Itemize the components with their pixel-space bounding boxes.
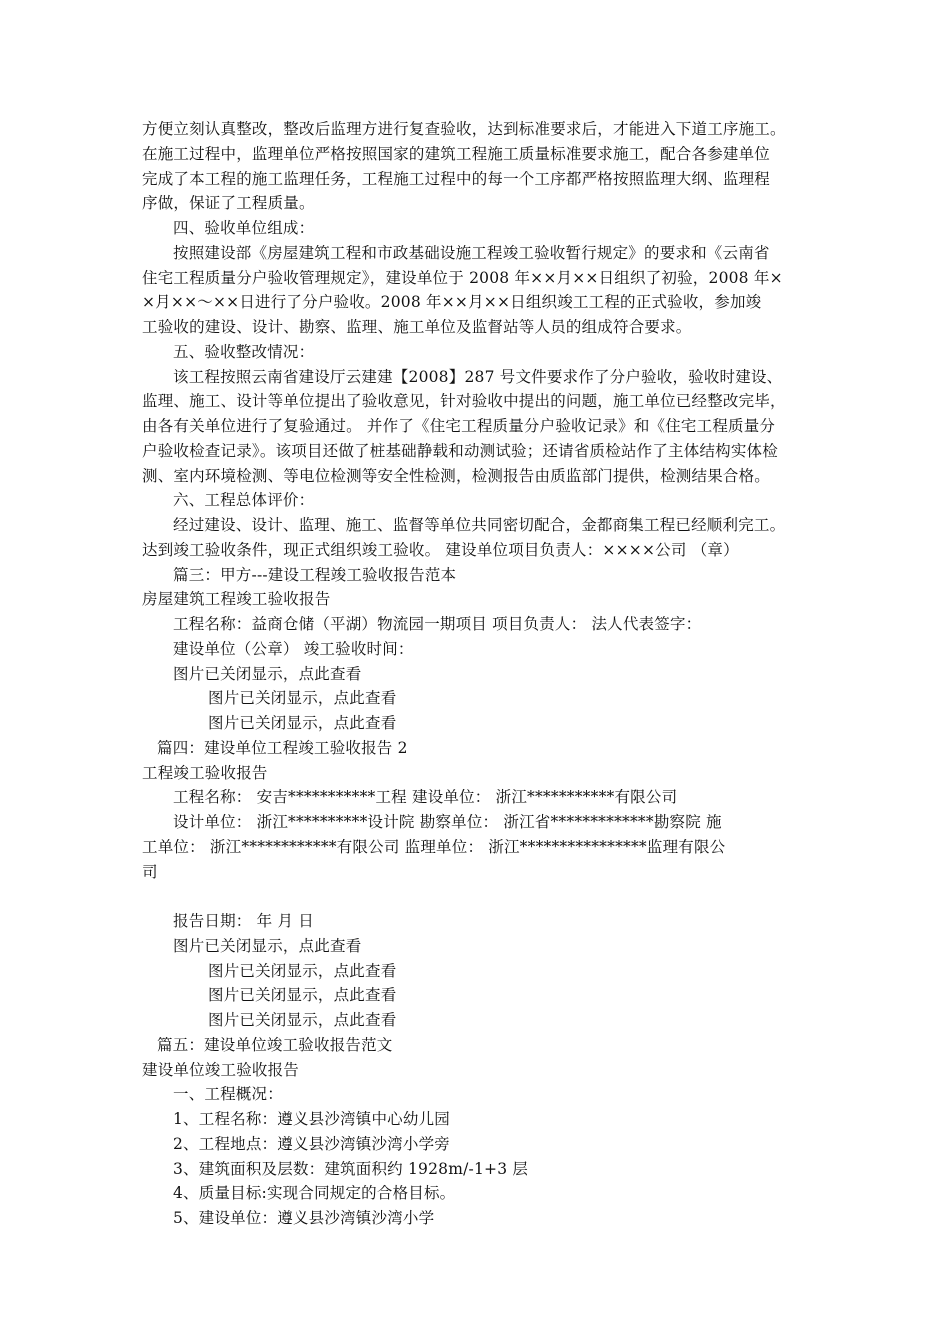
text-line: 图片已关闭显示，点此查看 — [208, 961, 397, 980]
text-line: 测、室内环境检测、等电位检测等安全性检测，检测报告由质监部门提供，检测结果合格。 — [142, 466, 771, 485]
text-line: 六、工程总体评价： — [173, 491, 315, 510]
text-line: 建设单位（公章） 竣工验收时间： — [173, 639, 414, 658]
text-line: 4、质量目标:实现合同规定的合格目标。 — [173, 1184, 456, 1203]
text-line: 由各有关单位进行了复验通过。 并作了《住宅工程质量分户验收记录》和《住宅工程质量分 — [142, 417, 776, 435]
text-line: 按照建设部《房屋建筑工程和市政基础设施工程竣工验收暂行规定》的要求和《云南省 — [173, 243, 770, 262]
text-line: 五、验收整改情况： — [173, 342, 315, 361]
text-line: 完成了本工程的施工监理任务，工程施工过程中的每一个工序都严格按照监理大纲、监理程 — [142, 169, 771, 188]
text-line: 5、建设单位：遵义县沙湾镇沙湾小学 — [173, 1209, 435, 1227]
text-line: ×月××～××日进行了分户验收。2008 年××月××日组织竣工工程的正式验收，参加竣 — [142, 293, 762, 312]
text-line: 建设单位竣工验收报告 — [142, 1060, 300, 1079]
text-line: 户验收检查记录》。该项目还做了桩基础静载和动测试验；还请省质检站作了主体结构实体检 — [142, 441, 778, 460]
text-line: 图片已关闭显示，点此查看 — [208, 1011, 397, 1029]
text-line: 3、建筑面积及层数：建筑面积约 1928m/-1+3 层 — [173, 1159, 529, 1178]
text-line: 序做，保证了工程质量。 — [142, 194, 315, 213]
text-line: 图片已关闭显示，点此查看 — [173, 936, 362, 955]
text-line: 图片已关闭显示，点此查看 — [173, 664, 362, 683]
text-line: 工单位： 浙江************有限公司 监理单位： 浙江****************监理有限公 — [142, 837, 726, 856]
text-line: 工程名称：益商仓储（平湖）物流园一期项目 项目负责人： 法人代表签字： — [173, 615, 702, 633]
text-line: 报告日期： 年 月 日 — [173, 912, 314, 930]
text-line: 1、工程名称：遵义县沙湾镇中心幼儿园 — [173, 1110, 450, 1128]
text-line: 房屋建筑工程竣工验收报告 — [142, 590, 331, 609]
text-line: 2、工程地点：遵义县沙湾镇沙湾小学旁 — [173, 1134, 450, 1153]
text-line: 工程竣工验收报告 — [142, 763, 268, 782]
text-line: 设计单位： 浙江**********设计院 勘察单位： 浙江省*************勘察院 施 — [173, 813, 722, 831]
text-line: 该工程按照云南省建设厅云建建【2008】287 号文件要求作了分户验收，验收时建设、 — [173, 367, 783, 386]
text-line: 方便立刻认真整改，整改后监理方进行复查验收，达到标准要求后，才能进入下道工序施工。 — [142, 120, 786, 138]
text-line: 篇五：建设单位竣工验收报告范文 — [157, 1035, 393, 1054]
text-line: 图片已关闭显示，点此查看 — [208, 689, 397, 708]
text-line: 工程名称： 安吉***********工程 建设单位： 浙江***********有限公司 — [173, 788, 678, 807]
text-line: 图片已关闭显示，点此查看 — [208, 714, 397, 732]
text-line: 司 — [142, 862, 158, 881]
text-line: 住宅工程质量分户验收管理规定》，建设单位于 2008 年××月××日组织了初验，2008 年× — [142, 268, 783, 287]
text-line: 一、工程概况： — [173, 1085, 283, 1104]
text-line: 篇四：建设单位工程竣工验收报告 2 — [157, 738, 408, 757]
text-line: 四、验收单位组成： — [173, 219, 315, 237]
text-line: 工验收的建设、设计、勘察、监理、施工单位及监督站等人员的组成符合要求。 — [142, 318, 692, 336]
text-line: 图片已关闭显示，点此查看 — [208, 986, 397, 1005]
text-line: 篇三：甲方---建设工程竣工验收报告范本 — [173, 565, 457, 584]
text-line: 经过建设、设计、监理、施工、监督等单位共同密切配合，金都商集工程已经顺利完工。 — [173, 516, 786, 534]
text-line: 在施工过程中，监理单位严格按照国家的建筑工程施工质量标准要求施工，配合各参建单位 — [142, 144, 771, 163]
text-line: 监理、施工、设计等单位提出了验收意见，针对验收中提出的问题，施工单位已经整改完毕， — [142, 392, 786, 411]
text-line: 达到竣工验收条件，现正式组织竣工验收。 建设单位项目负责人：××××公司 （章） — [142, 540, 739, 559]
